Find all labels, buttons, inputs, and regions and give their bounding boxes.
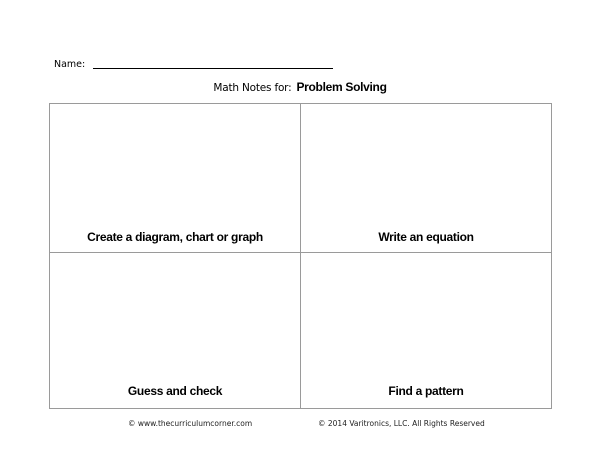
quadrant-diagram[interactable] bbox=[50, 104, 301, 253]
quadrant-guess-check[interactable] bbox=[50, 253, 301, 408]
name-write-line[interactable] bbox=[93, 68, 333, 69]
quadrant-label: Find a pattern bbox=[388, 384, 464, 398]
notes-grid bbox=[49, 103, 552, 409]
page-title bbox=[0, 78, 600, 96]
footer-copyright: © 2014 Varitronics, LLC. All Rights Reserved bbox=[318, 419, 485, 428]
name-row bbox=[54, 56, 333, 70]
quadrant-label: Guess and check bbox=[127, 384, 223, 398]
quadrant-label: Write an equation bbox=[378, 230, 474, 244]
footer-website: © www.thecurriculumcorner.com bbox=[128, 419, 253, 428]
title-prefix: Math Notes for: bbox=[213, 82, 292, 94]
quadrant-label: Create a diagram, chart or graph bbox=[87, 230, 263, 244]
name-label: Name: bbox=[54, 59, 86, 70]
quadrant-pattern[interactable] bbox=[301, 253, 551, 408]
quadrant-equation[interactable] bbox=[301, 104, 551, 253]
title-topic: Problem Solving bbox=[296, 80, 387, 94]
